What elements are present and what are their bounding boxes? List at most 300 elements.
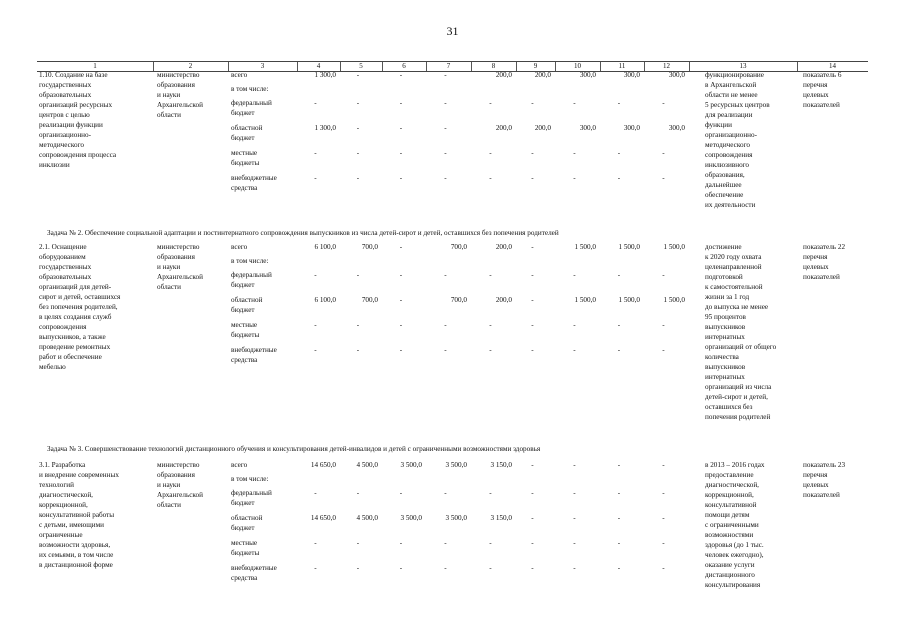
funding-source-label: бюджет xyxy=(231,499,255,507)
expected-result-line: образования, xyxy=(705,171,745,179)
executor-text-line: и науки xyxy=(157,481,181,489)
column-divider xyxy=(426,62,427,71)
column-divider xyxy=(153,62,154,71)
funding-value: - xyxy=(489,174,492,182)
funding-source-label: всего xyxy=(231,243,248,251)
expected-result-line: интернатных xyxy=(705,373,745,381)
indicator-line: показатель 23 xyxy=(803,461,846,469)
funding-value: - xyxy=(399,149,403,157)
measure-text-line: образовательных xyxy=(39,91,92,99)
expected-result-line: здоровья (до 1 тыс. xyxy=(705,541,764,549)
funding-value: 1 500,0 xyxy=(618,243,640,251)
funding-value: 3 150,0 xyxy=(490,461,512,469)
funding-value: - xyxy=(399,564,403,572)
funding-value: - xyxy=(573,539,576,547)
funding-value: - xyxy=(573,514,576,522)
funding-value: - xyxy=(662,271,665,279)
funding-value: - xyxy=(356,99,360,107)
expected-result-line: для реализации xyxy=(705,111,753,119)
funding-value: 200,0 xyxy=(495,296,512,304)
funding-value: - xyxy=(662,321,665,329)
funding-value: - xyxy=(444,271,447,279)
funding-source-label: бюджет xyxy=(231,134,255,142)
funding-value: - xyxy=(444,539,447,547)
funding-value: 300,0 xyxy=(579,124,596,132)
funding-value: - xyxy=(356,71,360,79)
column-number: 10 xyxy=(574,62,581,70)
funding-value: - xyxy=(617,489,621,497)
indicator-line: показатель 6 xyxy=(803,71,842,79)
measure-text-line: коррекционной, xyxy=(39,501,88,509)
funding-value: - xyxy=(314,321,317,329)
funding-value: 1 500,0 xyxy=(663,243,685,251)
indicator-line: целевых xyxy=(803,481,829,489)
executor-text-line: области xyxy=(157,283,182,291)
funding-value: - xyxy=(444,489,447,497)
funding-value: - xyxy=(617,346,621,354)
funding-value: 3 500,0 xyxy=(400,514,422,522)
funding-value: - xyxy=(399,71,403,79)
measure-text-line: методического xyxy=(39,141,84,149)
funding-value: - xyxy=(617,321,621,329)
expected-result-line: методического xyxy=(705,141,750,149)
funding-value: - xyxy=(617,514,621,522)
funding-value: - xyxy=(444,174,447,182)
funding-value: 6 100,0 xyxy=(314,243,336,251)
column-divider xyxy=(471,62,472,71)
funding-value: - xyxy=(444,124,447,132)
funding-value: - xyxy=(489,346,492,354)
column-divider xyxy=(689,62,690,71)
funding-value: 1 500,0 xyxy=(574,296,596,304)
funding-source-label: областной xyxy=(231,296,263,304)
measure-text-line: государственных xyxy=(39,263,92,271)
funding-source-label: бюджет xyxy=(231,109,255,117)
funding-value: 14 650,0 xyxy=(310,461,336,469)
funding-value: - xyxy=(531,271,534,279)
executor-text-line: министерство xyxy=(157,243,200,251)
expected-result-line: сопровождения xyxy=(705,151,753,159)
funding-value: 1 300,0 xyxy=(314,71,336,79)
column-number: 13 xyxy=(739,62,747,70)
expected-result-line: инклюзивного xyxy=(705,161,750,169)
funding-source-label: всего xyxy=(231,461,248,469)
expected-result-line: целенаправленной xyxy=(705,263,762,271)
funding-value: - xyxy=(573,346,576,354)
funding-value: 4 500,0 xyxy=(356,514,378,522)
funding-value: - xyxy=(573,174,576,182)
indicator-line: перечня xyxy=(803,81,828,89)
measure-text-line: центров с целью xyxy=(39,111,90,119)
funding-value: 200,0 xyxy=(495,243,512,251)
indicator-line: показателей xyxy=(803,273,840,281)
funding-source-label: внебюджетные xyxy=(231,346,277,354)
expected-result-line: области не менее xyxy=(705,91,758,99)
funding-value: 300,0 xyxy=(623,124,640,132)
measure-text-line: 3.1. Разработка xyxy=(39,461,86,469)
funding-value: - xyxy=(573,321,576,329)
task-title: Задача № 2. Обеспечение социальной адаптации и постинтернатного сопровождения выпускников из числа детей-сирот и детей, оставшихся без попечения родителей xyxy=(47,229,559,237)
funding-value: - xyxy=(356,539,360,547)
funding-value: - xyxy=(531,346,534,354)
column-divider xyxy=(228,62,229,71)
measure-text-line: государственных xyxy=(39,81,92,89)
expected-result-line: подготовкой xyxy=(705,273,743,281)
column-number: 6 xyxy=(402,62,406,70)
funding-value: - xyxy=(314,149,317,157)
column-number: 1 xyxy=(93,62,97,70)
executor-text-line: министерство xyxy=(157,71,200,79)
measure-text-line: 2.1. Оснащение xyxy=(39,243,87,251)
funding-value: - xyxy=(531,149,534,157)
funding-source-label: федеральный xyxy=(231,271,272,279)
funding-value: 300,0 xyxy=(668,71,685,79)
funding-value: - xyxy=(573,461,576,469)
funding-value: - xyxy=(399,271,403,279)
funding-value: - xyxy=(356,124,360,132)
expected-result-line: оказание услуги xyxy=(705,561,755,569)
funding-source-label: местные xyxy=(231,321,258,329)
expected-result-line: помощи детям xyxy=(705,511,750,519)
funding-value: - xyxy=(573,149,576,157)
funding-value: 3 500,0 xyxy=(445,461,467,469)
funding-source-label: областной xyxy=(231,124,263,132)
measure-text-line: возможности здоровья, xyxy=(39,541,111,549)
funding-source-label: бюджет xyxy=(231,281,255,289)
measure-text-line: их семьями, в том числе xyxy=(39,551,114,559)
funding-value: - xyxy=(531,539,534,547)
funding-value: - xyxy=(573,99,576,107)
measure-text-line: оборудованием xyxy=(39,253,86,261)
expected-result-line: функционирование xyxy=(705,71,764,79)
column-number: 3 xyxy=(260,62,265,70)
funding-value: - xyxy=(662,174,665,182)
expected-result-line: достижение xyxy=(705,243,742,251)
funding-value: 3 500,0 xyxy=(400,461,422,469)
measure-text-line: и внедрение современных xyxy=(39,471,119,479)
indicator-line: показателей xyxy=(803,491,840,499)
funding-value: 1 500,0 xyxy=(574,243,596,251)
funding-value: - xyxy=(444,564,447,572)
funding-value: - xyxy=(617,174,621,182)
funding-source-label: бюджеты xyxy=(231,331,260,339)
measure-text-line: сопровождения xyxy=(39,323,87,331)
funding-value: - xyxy=(617,271,621,279)
column-divider xyxy=(382,62,383,71)
funding-value: - xyxy=(399,321,403,329)
funding-value: - xyxy=(531,514,534,522)
expected-result-line: к 2020 году охвата xyxy=(705,253,762,261)
funding-value: 700,0 xyxy=(450,296,467,304)
funding-value: - xyxy=(314,489,317,497)
measure-text-line: без попечения родителей, xyxy=(39,303,118,311)
executor-text-line: Архангельской xyxy=(157,491,203,499)
expected-result-line: жизни за 1 год xyxy=(705,293,750,301)
measure-text-line: в дистанционной форме xyxy=(39,561,113,569)
funding-value: - xyxy=(356,149,360,157)
expected-result-line: организационно- xyxy=(705,131,758,139)
funding-value: - xyxy=(531,564,534,572)
funding-source-label: местные xyxy=(231,149,258,157)
funding-value: - xyxy=(573,271,576,279)
funding-value: - xyxy=(531,321,534,329)
funding-source-label: всего xyxy=(231,71,248,79)
funding-value: 700,0 xyxy=(450,243,467,251)
funding-value: 1 500,0 xyxy=(663,296,685,304)
funding-value: - xyxy=(399,346,403,354)
expected-result-line: выпускников xyxy=(705,363,746,371)
measure-text-line: образовательных xyxy=(39,273,92,281)
funding-value: 300,0 xyxy=(623,71,640,79)
measure-text-line: организаций для детей- xyxy=(39,283,112,291)
funding-value: - xyxy=(399,296,403,304)
measure-text-line: ограниченные xyxy=(39,531,83,539)
expected-result-line: организаций из числа xyxy=(705,383,772,391)
column-divider xyxy=(340,62,341,71)
funding-source-label: в том числе: xyxy=(231,257,269,265)
funding-value: 3 500,0 xyxy=(445,514,467,522)
funding-value: - xyxy=(444,71,447,79)
task-title: Задача № 3. Совершенствование технологий дистанционного обучения и консультирования детей-инвалидов и детей с ограниченными возможностями здоровья xyxy=(47,445,541,453)
column-number: 8 xyxy=(491,62,496,70)
funding-value: - xyxy=(489,271,492,279)
funding-value: - xyxy=(399,489,403,497)
measure-text-line: мебелью xyxy=(39,363,66,371)
indicator-line: целевых xyxy=(803,91,829,99)
expected-result-line: количества xyxy=(705,353,739,361)
funding-value: - xyxy=(617,564,621,572)
column-number: 12 xyxy=(663,62,670,70)
funding-value: 200,0 xyxy=(495,124,512,132)
column-divider xyxy=(555,62,556,71)
funding-value: 1 300,0 xyxy=(314,124,336,132)
column-number: 14 xyxy=(829,62,836,70)
funding-value: - xyxy=(617,149,621,157)
executor-text-line: и науки xyxy=(157,263,181,271)
funding-value: - xyxy=(314,99,317,107)
funding-value: - xyxy=(314,564,317,572)
column-divider xyxy=(297,62,298,71)
funding-value: - xyxy=(356,174,360,182)
funding-value: 300,0 xyxy=(579,71,596,79)
funding-value: - xyxy=(399,243,403,251)
funding-value: 200,0 xyxy=(495,71,512,79)
funding-value: - xyxy=(356,489,360,497)
measure-text-line: сирот и детей, оставшихся xyxy=(39,293,121,301)
funding-value: 700,0 xyxy=(361,296,378,304)
funding-value: - xyxy=(662,99,665,107)
funding-value: - xyxy=(662,539,665,547)
measure-text-line: выпускников, а также xyxy=(39,333,106,341)
expected-result-line: к самостоятельной xyxy=(705,283,763,291)
funding-value: - xyxy=(314,271,317,279)
column-divider xyxy=(516,62,517,71)
indicator-line: целевых xyxy=(803,263,829,271)
expected-result-line: функции xyxy=(705,121,732,129)
expected-result-line: обеспечение xyxy=(705,191,744,199)
column-number: 5 xyxy=(359,62,363,70)
funding-value: 1 500,0 xyxy=(618,296,640,304)
funding-value: - xyxy=(489,564,492,572)
indicator-line: показатель 22 xyxy=(803,243,846,251)
funding-value: - xyxy=(531,174,534,182)
funding-value: - xyxy=(314,539,317,547)
program-table xyxy=(37,61,868,589)
funding-value: - xyxy=(662,564,665,572)
expected-result-line: в 2013 – 2016 годах xyxy=(705,461,765,469)
funding-value: - xyxy=(662,346,665,354)
expected-result-line: диагностической, xyxy=(705,481,759,489)
expected-result-line: до выпуска не менее xyxy=(705,303,769,311)
expected-result-line: их деятельности xyxy=(705,201,756,209)
funding-value: - xyxy=(617,99,621,107)
measure-text-line: реализации функции xyxy=(39,121,103,129)
funding-source-label: средства xyxy=(231,574,258,582)
funding-source-label: внебюджетные xyxy=(231,174,277,182)
funding-source-label: федеральный xyxy=(231,489,272,497)
measure-text-line: в целях создания служб xyxy=(39,313,112,321)
funding-value: - xyxy=(489,321,492,329)
expected-result-line: детей-сирот и детей, xyxy=(705,393,768,401)
funding-value: - xyxy=(399,99,403,107)
column-number: 4 xyxy=(316,62,321,70)
funding-value: - xyxy=(399,174,403,182)
expected-result-line: консультирования xyxy=(705,581,761,589)
funding-source-label: бюджеты xyxy=(231,549,260,557)
funding-value: - xyxy=(444,149,447,157)
funding-value: 4 500,0 xyxy=(356,461,378,469)
funding-value: - xyxy=(573,489,576,497)
funding-value: 6 100,0 xyxy=(314,296,336,304)
funding-value: - xyxy=(444,321,447,329)
funding-value: 14 650,0 xyxy=(310,514,336,522)
measure-text-line: работ и обеспечение xyxy=(39,353,102,361)
executor-text-line: образования xyxy=(157,471,195,479)
expected-result-line: возможностями xyxy=(705,531,754,539)
funding-value: - xyxy=(489,99,492,107)
expected-result-line: дистанционного xyxy=(705,571,755,579)
funding-value: - xyxy=(399,124,403,132)
funding-value: - xyxy=(617,461,621,469)
funding-value: - xyxy=(314,174,317,182)
funding-value: - xyxy=(531,99,534,107)
funding-value: - xyxy=(356,346,360,354)
funding-value: - xyxy=(662,514,665,522)
funding-value: 300,0 xyxy=(668,124,685,132)
funding-value: 3 150,0 xyxy=(490,514,512,522)
expected-result-line: интернатных xyxy=(705,333,745,341)
executor-text-line: образования xyxy=(157,253,195,261)
expected-result-line: оставшихся без xyxy=(705,403,753,411)
executor-text-line: образования xyxy=(157,81,195,89)
expected-result-line: 5 ресурсных центров xyxy=(705,101,770,109)
funding-source-label: средства xyxy=(231,356,258,364)
funding-value: 700,0 xyxy=(361,243,378,251)
executor-text-line: Архангельской xyxy=(157,273,203,281)
expected-result-line: попечения родителей xyxy=(705,413,771,421)
expected-result-line: организаций от общего xyxy=(705,343,777,351)
column-divider xyxy=(644,62,645,71)
funding-value: 200,0 xyxy=(534,71,551,79)
funding-value: - xyxy=(444,99,447,107)
expected-result-line: выпускников xyxy=(705,323,746,331)
executor-text-line: министерство xyxy=(157,461,200,469)
measure-text-line: 1.10. Создание на базе xyxy=(39,71,108,79)
funding-source-label: местные xyxy=(231,539,258,547)
column-divider xyxy=(797,62,798,71)
expected-result-line: 95 процентов xyxy=(705,313,746,321)
funding-value: - xyxy=(662,149,665,157)
measure-text-line: проведение ремонтных xyxy=(39,343,111,351)
funding-source-label: федеральный xyxy=(231,99,272,107)
funding-value: - xyxy=(531,296,534,304)
funding-source-label: в том числе: xyxy=(231,475,269,483)
funding-value: - xyxy=(489,539,492,547)
measure-text-line: сопровождения процесса xyxy=(39,151,117,159)
measure-text-line: организаций ресурсных xyxy=(39,101,113,109)
column-number: 11 xyxy=(618,62,626,70)
expected-result-line: с ограниченными xyxy=(705,521,759,529)
funding-value: - xyxy=(662,489,665,497)
measure-text-line: диагностической, xyxy=(39,491,93,499)
executor-text-line: Архангельской xyxy=(157,101,203,109)
funding-value: - xyxy=(489,489,492,497)
funding-value: 200,0 xyxy=(534,124,551,132)
funding-value: - xyxy=(314,346,317,354)
funding-value: - xyxy=(531,461,534,469)
funding-source-label: бюджет xyxy=(231,306,255,314)
funding-source-label: областной xyxy=(231,514,263,522)
funding-source-label: бюджет xyxy=(231,524,255,532)
expected-result-line: в Архангельской xyxy=(705,81,757,89)
funding-value: - xyxy=(531,489,534,497)
funding-value: - xyxy=(573,564,576,572)
funding-source-label: бюджеты xyxy=(231,159,260,167)
indicator-line: перечня xyxy=(803,253,828,261)
measure-text-line: с детьми, имеющими xyxy=(39,521,104,529)
funding-value: - xyxy=(356,564,360,572)
measure-text-line: консультативной работы xyxy=(39,511,115,519)
measure-text-line: инклюзии xyxy=(39,161,70,169)
funding-value: - xyxy=(444,346,447,354)
funding-value: - xyxy=(617,539,621,547)
executor-text-line: и науки xyxy=(157,91,181,99)
column-divider xyxy=(600,62,601,71)
column-number: 7 xyxy=(446,62,451,70)
measure-text-line: организационно- xyxy=(39,131,92,139)
expected-result-line: человек ежегодно), xyxy=(705,551,764,559)
indicator-line: показателей xyxy=(803,101,840,109)
funding-source-label: внебюджетные xyxy=(231,564,277,572)
funding-value: - xyxy=(356,321,360,329)
indicator-line: перечня xyxy=(803,471,828,479)
measure-text-line: технологий xyxy=(39,481,74,489)
funding-value: - xyxy=(489,149,492,157)
expected-result-line: предоставление xyxy=(705,471,754,479)
funding-source-label: в том числе: xyxy=(231,85,269,93)
column-number: 9 xyxy=(533,62,538,70)
funding-source-label: средства xyxy=(231,184,258,192)
page-number: 31 xyxy=(446,24,459,38)
funding-value: - xyxy=(662,461,665,469)
expected-result-line: коррекционной, xyxy=(705,491,754,499)
column-number: 2 xyxy=(188,62,193,70)
expected-result-line: консультативной xyxy=(705,501,757,509)
funding-value: - xyxy=(531,243,534,251)
funding-value: - xyxy=(399,539,403,547)
funding-value: - xyxy=(356,271,360,279)
expected-result-line: дальнейшее xyxy=(705,181,742,189)
